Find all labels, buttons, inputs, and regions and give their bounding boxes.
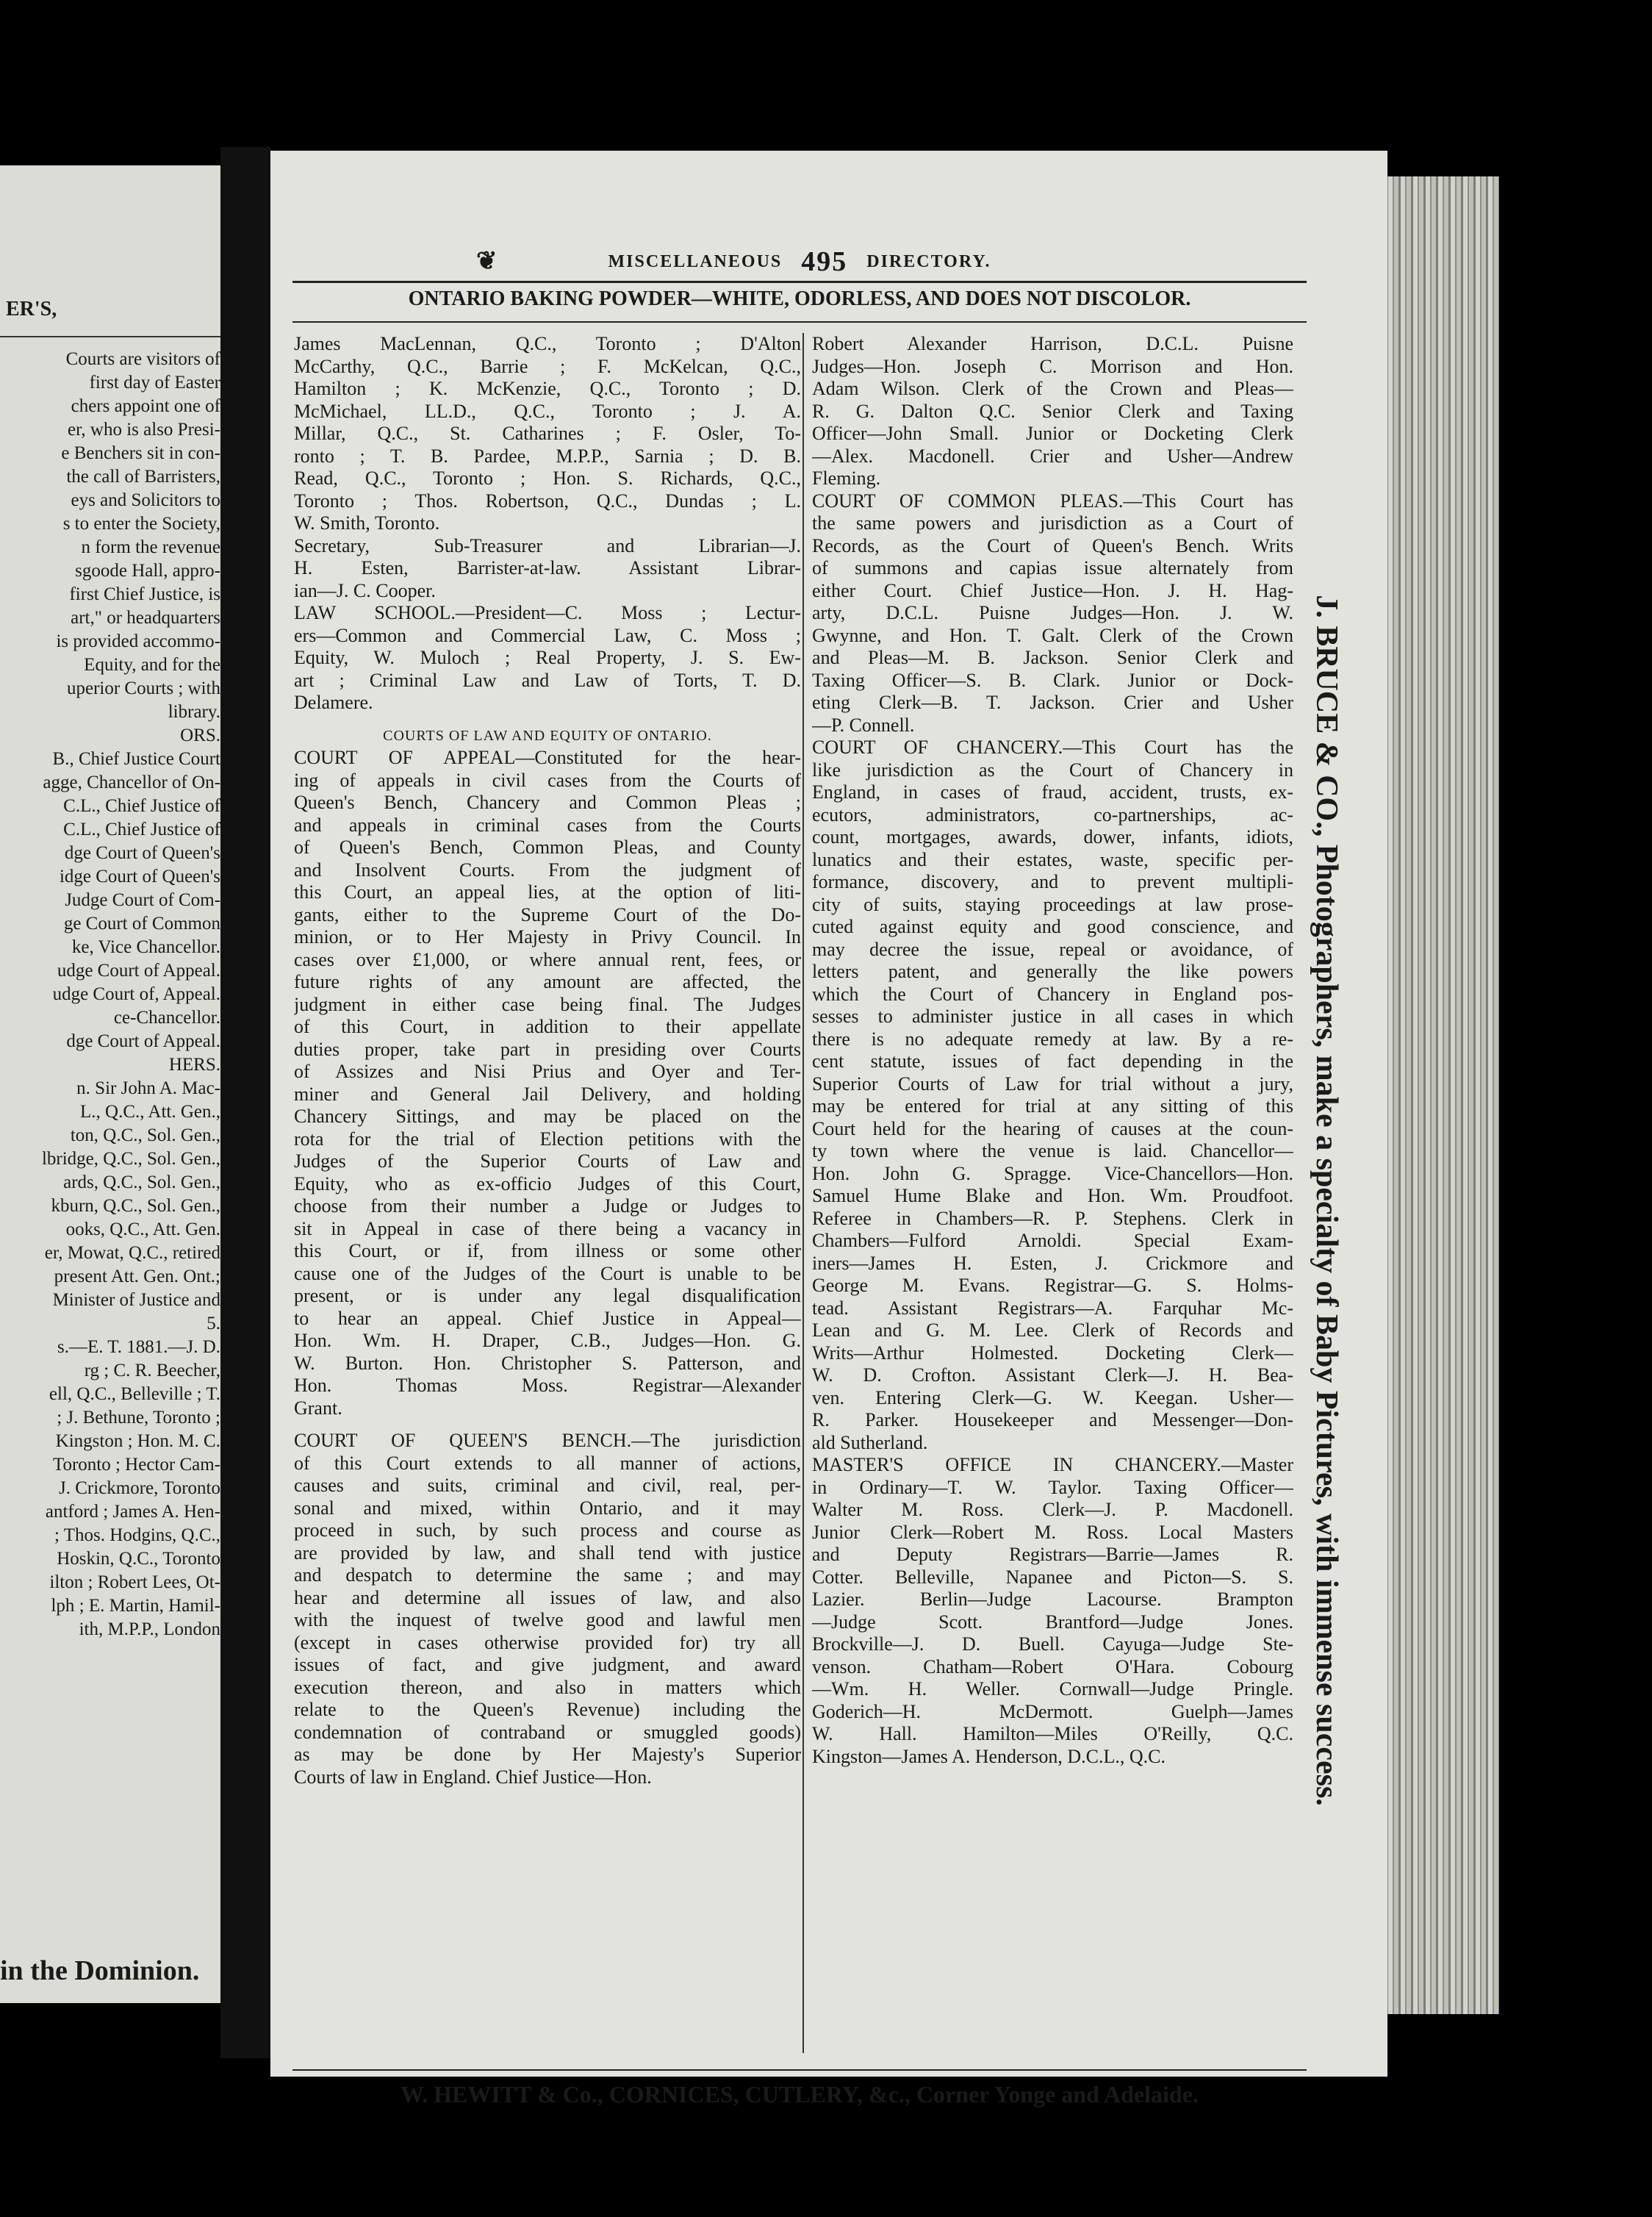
left-column-line: issues of fact, and give judgment, and award	[294, 1654, 801, 1675]
left-page-line: chers appoint one of	[71, 396, 220, 416]
left-column-line: ers—Common and Commercial Law, C. Moss ;	[294, 624, 801, 646]
right-column-line: —P. Connell.	[812, 714, 915, 736]
left-column-line: future rights of any amount are affected, the	[294, 971, 801, 992]
left-column-line: present, or is under any legal disqualification	[294, 1285, 801, 1306]
right-column-line: venson. Chatham—Robert O'Hara. Cobourg	[812, 1655, 1293, 1677]
left-column-line: COURT OF APPEAL—Constituted for the hear-	[294, 747, 801, 768]
paragraph-gap	[294, 1419, 801, 1430]
left-page-line: B., Chief Justice Court	[52, 749, 220, 769]
left-page-line: ell, Q.C., Belleville ; T.	[49, 1384, 220, 1404]
right-column-line: letters patent, and generally the like powers	[812, 961, 1293, 982]
right-column-line: ty town where the venue is laid. Chancellor—	[812, 1140, 1293, 1161]
left-column-line: Read, Q.C., Toronto ; Hon. S. Richards, Q.C.,	[294, 468, 801, 489]
left-column-line: McCarthy, Q.C., Barrie ; F. McKelcan, Q.C.,	[294, 355, 801, 377]
right-column-line: Adam Wilson. Clerk of the Crown and Pleas—	[812, 378, 1293, 399]
left-column-line: of Queen's Bench, Common Pleas, and County	[294, 837, 801, 858]
left-column-line: COURT OF QUEEN'S BENCH.—The jurisdiction	[294, 1430, 801, 1451]
left-column-line: Chancery Sittings, and may be placed on the	[294, 1106, 801, 1127]
left-page-line: eys and Solicitors to	[71, 490, 220, 510]
left-column-line: condemnation of contraband or smuggled goods)	[294, 1721, 801, 1743]
left-column-line: ing of appeals in civil cases from the Courts of	[294, 769, 801, 791]
right-column-line: —Wm. H. Weller. Cornwall—Judge Pringle.	[812, 1678, 1293, 1700]
left-page-line: dge Court of Appeal.	[66, 1031, 220, 1051]
left-page-rule	[0, 336, 220, 337]
right-column-line: Writs—Arthur Holmested. Docketing Clerk—	[812, 1342, 1293, 1364]
right-column-line: Lean and G. M. Lee. Clerk of Records and	[812, 1319, 1293, 1341]
right-column-line: Cotter. Belleville, Napanee and Picton—S. S.	[812, 1566, 1293, 1588]
left-column-line: duties proper, take part in presiding over Courts	[294, 1038, 801, 1060]
right-column-line: COURT OF COMMON PLEAS.—This Court has	[812, 490, 1293, 512]
top-advertisement: ONTARIO BAKING POWDER—WHITE, ODORLESS, AND DOES NOT DISCOLOR.	[408, 287, 1191, 310]
left-page-line: Toronto ; Hector Cam-	[52, 1455, 220, 1475]
right-column-line: W. D. Crofton. Assistant Clerk—J. H. Bea-	[812, 1364, 1293, 1386]
right-column-line: R. Parker. Housekeeper and Messenger—Don-	[812, 1409, 1293, 1430]
right-column-line: the same powers and jurisdiction as a Court of	[812, 512, 1293, 534]
right-column-line: Walter M. Ross. Clerk—J. P. Macdonell.	[812, 1499, 1293, 1520]
left-column-line: this Court, or if, from illness or some other	[294, 1240, 801, 1261]
left-column-line: with the inquest of twelve good and lawful men	[294, 1609, 801, 1630]
left-column-line: sit in Appeal in case of there being a vacancy in	[294, 1217, 801, 1239]
left-column-line: this Court, an appeal lies, at the option of liti-	[294, 881, 801, 903]
left-page-line: ke, Vice Chancellor.	[71, 937, 220, 957]
right-column-line: Gwynne, and Hon. T. Galt. Clerk of the Crown	[812, 624, 1293, 646]
left-column-line: and appeals in criminal cases from the Courts	[294, 814, 801, 836]
right-column-line: R. G. Dalton Q.C. Senior Clerk and Taxing	[812, 400, 1293, 422]
paragraph-gap	[294, 714, 801, 725]
right-column	[812, 333, 1293, 1768]
left-column-line: (except in cases otherwise provided for) try all	[294, 1631, 801, 1653]
right-column-line: —Alex. Macdonell. Crier and Usher—Andrew	[812, 445, 1293, 467]
page-number: 495	[801, 246, 848, 277]
right-column-line: Superior Courts of Law for trial without a jury,	[812, 1072, 1293, 1095]
right-column-line: and Pleas—M. B. Jackson. Senior Clerk and	[812, 647, 1293, 668]
left-page-line: library.	[168, 702, 220, 722]
left-column-line: James MacLennan, Q.C., Toronto ; D'Alton	[294, 333, 801, 354]
right-column-line: city of suits, staying proceedings at law prose-	[812, 893, 1293, 915]
left-column-line: sonal and mixed, within Ontario, and it may	[294, 1497, 801, 1519]
left-page-line: Judge Court of Com-	[65, 890, 220, 910]
left-column-line: LAW SCHOOL.—President—C. Moss ; Lectur-	[294, 602, 801, 623]
right-column-line: Kingston—James A. Henderson, D.C.L., Q.C.	[812, 1745, 1166, 1767]
right-column-line: eting Clerk—B. T. Jackson. Crier and Usher	[812, 692, 1293, 713]
right-column-line: Records, as the Court of Queen's Bench. Writs	[812, 534, 1293, 556]
left-column-line: and despatch to determine the same ; and may	[294, 1564, 801, 1586]
column-divider	[802, 333, 804, 2053]
left-column-line: and Insolvent Courts. From the judgment of	[294, 859, 801, 881]
left-page-line: ards, Q.C., Sol. Gen.,	[63, 1172, 220, 1192]
right-column-line: arty, D.C.L. Puisne Judges—Hon. J. W.	[812, 602, 1293, 623]
right-column-line: —Judge Scott. Brantford—Judge Jones.	[812, 1611, 1293, 1633]
left-page-line: n. Sir John A. Mac-	[76, 1078, 220, 1098]
left-page-line: ith, M.P.P., London	[79, 1619, 220, 1639]
left-column-line: as may be done by Her Majesty's Superior	[294, 1744, 801, 1765]
right-column-line: Officer—John Small. Junior or Docketing Clerk	[812, 423, 1293, 444]
left-column-line: execution thereon, and also in matters which	[294, 1676, 801, 1698]
right-column-line: Brockville—J. D. Buell. Cayuga—Judge Ste-	[812, 1633, 1293, 1655]
left-page-line: ton, Q.C., Sol. Gen.,	[70, 1125, 220, 1145]
left-page-line: lph ; E. Martin, Hamil-	[51, 1596, 220, 1616]
left-page-line: art," or headquarters	[71, 608, 220, 628]
right-column-line: Chambers—Fulford Arnoldi. Special Exam-	[812, 1230, 1293, 1251]
left-page-line: udge Court of, Appeal.	[52, 984, 220, 1004]
right-column-line: Junior Clerk—Robert M. Ross. Local Masters	[812, 1521, 1293, 1543]
right-column-line: which the Court of Chancery in England pos-	[812, 983, 1293, 1005]
left-column-line: causes and suits, criminal and civil, real, per-	[294, 1475, 801, 1496]
right-column-line: may decree the issue, repeal or avoidance, of	[812, 938, 1293, 960]
header-rule	[292, 281, 1307, 283]
left-column-line: of this Court extends to all manner of actions,	[294, 1452, 801, 1474]
left-column-line: miner and General Jail Delivery, and holding	[294, 1083, 801, 1105]
left-column-line: Hon. Wm. H. Draper, C.B., Judges—Hon. G.	[294, 1330, 801, 1351]
left-page-line: rg ; C. R. Beecher,	[84, 1361, 220, 1380]
left-page-line: agge, Chancellor of On-	[43, 773, 220, 792]
left-page-line: C.L., Chief Justice of	[63, 796, 220, 816]
left-column-line: Hamilton ; K. McKenzie, Q.C., Toronto ; D.	[294, 378, 801, 399]
left-page-line: is provided accommo-	[56, 631, 220, 651]
right-column-line: lunatics and their estates, waste, specific per-	[812, 848, 1293, 870]
right-column-line: there is no adequate remedy at law. By a re-	[812, 1028, 1293, 1050]
running-header	[292, 245, 1307, 279]
left-page-line: L., Q.C., Att. Gen.,	[80, 1102, 220, 1122]
right-column-line: COURT OF CHANCERY.—This Court has the	[812, 737, 1293, 758]
left-page-line: HERS.	[168, 1055, 220, 1075]
left-page-line: 5.	[206, 1314, 220, 1333]
left-column-line: relate to the Queen's Revenue) including the	[294, 1699, 801, 1720]
left-page-line: udge Court of Appeal.	[57, 961, 220, 981]
left-column-line: judgment in either case being final. The Judges	[294, 993, 801, 1015]
right-column-line: tead. Assistant Registrars—A. Farquhar Mc-	[812, 1297, 1293, 1319]
right-column-line: Referee in Chambers—R. P. Stephens. Clerk in	[812, 1207, 1293, 1229]
adjacent-left-page	[0, 165, 220, 2003]
left-column-line: gants, either to the Supreme Court of the Do-	[294, 903, 801, 925]
left-column-line: Grant.	[294, 1397, 342, 1419]
left-page-line: sgoode Hall, appro-	[75, 561, 220, 581]
right-column-line: count, mortgages, awards, dower, infants, idiots,	[812, 826, 1293, 848]
left-column-line: Delamere.	[294, 692, 373, 713]
left-column-line: are provided by law, and shall tend with justice	[294, 1541, 801, 1564]
left-page-line: Minister of Justice and	[52, 1290, 220, 1310]
right-column-line: ald Sutherland.	[812, 1431, 928, 1453]
left-page-line: n form the revenue	[81, 537, 220, 557]
book-gutter	[220, 147, 270, 2058]
right-column-line: Robert Alexander Harrison, D.C.L. Puisne	[812, 333, 1293, 354]
left-column-line: of Assizes and Nisi Prius and Oyer and Ter-	[294, 1061, 801, 1082]
side-advertisement-text: J. BRUCE & CO., Photographers, make a specialty of Baby Pictures, with immense success.	[1310, 595, 1343, 1806]
left-page-line: Equity, and for the	[84, 655, 220, 675]
left-page-line: ooks, Q.C., Att. Gen.	[65, 1219, 220, 1239]
left-column-line: Equity, who as ex-officio Judges of this Court,	[294, 1172, 801, 1195]
page-edges	[1382, 176, 1499, 2014]
left-page-header: ER'S,	[6, 298, 57, 320]
right-column-line: formance, discovery, and to prevent multipli-	[812, 871, 1293, 892]
ornament-icon: ❦	[476, 248, 499, 275]
left-column-line: proceed in such, by such process and course as	[294, 1519, 801, 1541]
left-page-line: e Benchers sit in con-	[61, 443, 220, 463]
left-page-line: present Att. Gen. Ont.;	[54, 1267, 220, 1286]
left-page-line: s.—E. T. 1881.—J. D.	[57, 1337, 220, 1357]
right-column-line: Goderich—H. McDermott. Guelph—James	[812, 1700, 1293, 1722]
left-column-line: cases over £1,000, or where annual rent, fees, or	[294, 948, 801, 970]
left-column-line: W. Smith, Toronto.	[294, 512, 440, 534]
right-column-line: Court held for the hearing of causes at the coun-	[812, 1117, 1293, 1139]
left-page-line: uperior Courts ; with	[66, 678, 220, 698]
side-advertisement	[1305, 333, 1348, 2068]
left-page-line: the call of Barristers,	[66, 467, 220, 487]
right-column-line: Lazier. Berlin—Judge Lacourse. Brampton	[812, 1589, 1293, 1610]
header-right: DIRECTORY.	[866, 251, 991, 271]
bottom-ad-rule	[292, 2069, 1307, 2071]
left-column-line: COURTS OF LAW AND EQUITY OF ONTARIO.	[383, 727, 712, 744]
left-page-line: kburn, Q.C., Sol. Gen.,	[51, 1196, 220, 1216]
right-column-line: sesses to administer justice in all cases in which	[812, 1006, 1293, 1027]
right-column-line: Hon. John G. Spragge. Vice-Chancellors—Hon.	[812, 1162, 1293, 1184]
left-page-footer-ad: in the Dominion.	[0, 1955, 200, 1986]
left-page-line: ilton ; Robert Lees, Ot-	[49, 1572, 220, 1592]
left-page-line: C.L., Chief Justice of	[63, 820, 220, 839]
right-column-line: cent statute, issues of fact depending in the	[812, 1050, 1293, 1072]
left-page-line: first day of Easter	[89, 373, 220, 393]
left-page-line: Hoskin, Q.C., Toronto	[57, 1549, 220, 1569]
left-column-line: McMichael, LL.D., Q.C., Toronto ; J. A.	[294, 400, 801, 422]
left-page-line: Kingston ; Hon. M. C.	[55, 1431, 220, 1451]
left-column-line: cause one of the Judges of the Court is unable to be	[294, 1262, 801, 1284]
right-column-line: either Court. Chief Justice—Hon. J. H. Hag-	[812, 579, 1293, 601]
left-page-line: ge Court of Common	[63, 914, 220, 934]
left-page-line: er, Mowat, Q.C., retired	[44, 1243, 220, 1263]
right-column-line: in Ordinary—T. W. Taylor. Taxing Officer—	[812, 1476, 1293, 1498]
right-column-line: Fleming.	[812, 468, 881, 489]
left-page-line: lbridge, Q.C., Sol. Gen.,	[41, 1149, 220, 1169]
right-column-line: like jurisdiction as the Court of Chancery in	[812, 759, 1293, 781]
left-column-line: to hear an appeal. Chief Justice in Appeal—	[294, 1307, 801, 1329]
left-column-line: art ; Criminal Law and Law of Torts, T. D.	[294, 669, 801, 691]
right-column-line: Judges—Hon. Joseph C. Morrison and Hon.	[812, 355, 1293, 377]
right-column-line: W. Hall. Hamilton—Miles O'Reilly, Q.C.	[812, 1723, 1293, 1744]
bottom-advertisement: W. HEWITT & Co., CORNICES, CUTLERY, &c., Corner Yonge and Adelaide.	[401, 2081, 1199, 2107]
left-column-line: ian—J. C. Cooper.	[294, 579, 436, 601]
left-page-line: ce-Chancellor.	[113, 1008, 220, 1028]
right-column-line: Taxing Officer—S. B. Clark. Junior or Dock-	[812, 669, 1293, 691]
left-page-line: Courts are visitors of	[65, 349, 220, 369]
left-page-line: ORS.	[180, 726, 220, 745]
right-column-line: and Deputy Registrars—Barrie—James R.	[812, 1544, 1293, 1565]
left-column-line: minion, or to Her Majesty in Privy Council. In	[294, 926, 801, 948]
top-ad-rule	[292, 321, 1307, 323]
left-column	[294, 333, 801, 1788]
right-column-line: ven. Entering Clerk—G. W. Keegan. Usher—	[812, 1386, 1293, 1408]
directory-page	[270, 151, 1387, 2107]
left-page-line: dge Court of Queen's	[64, 843, 220, 863]
left-page-line: idge Court of Queen's	[59, 867, 220, 887]
left-page-line: ; J. Bethune, Toronto ;	[57, 1408, 220, 1428]
left-column-line: ronto ; T. B. Pardee, M.P.P., Sarnia ; D. B.	[294, 445, 801, 467]
left-column-line: Hon. Thomas Moss. Registrar—Alexander	[294, 1375, 801, 1396]
left-page-line: antford ; James A. Hen-	[45, 1502, 220, 1522]
left-column-line: Judges of the Superior Courts of Law and	[294, 1150, 801, 1172]
header-left: MISCELLANEOUS	[608, 251, 783, 271]
right-column-line: Samuel Hume Blake and Hon. Wm. Proudfoot.	[812, 1185, 1293, 1206]
right-column-line: ecutors, administrators, co-partnerships, ac-	[812, 803, 1293, 825]
left-column-line: H. Esten, Barrister-at-law. Assistant Librar-	[294, 557, 801, 579]
left-page-line: J. Crickmore, Toronto	[59, 1478, 220, 1498]
right-column-line: England, in cases of fraud, accident, trusts, ex-	[812, 781, 1293, 803]
left-page-line: ; Thos. Hodgins, Q.C.,	[54, 1525, 220, 1545]
right-column-line: iners—James H. Esten, J. Crickmore and	[812, 1252, 1293, 1274]
right-column-line: MASTER'S OFFICE IN CHANCERY.—Master	[812, 1454, 1293, 1475]
left-column-line: Queen's Bench, Chancery and Common Pleas ;	[294, 792, 801, 813]
left-column-line: Courts of law in England. Chief Justice—Hon.	[294, 1766, 652, 1788]
right-column-line: George M. Evans. Registrar—G. S. Holms-	[812, 1275, 1293, 1296]
left-column-line: Secretary, Sub-Treasurer and Librarian—J.	[294, 534, 801, 556]
right-column-line: may be entered for trial at any sitting of this	[812, 1095, 1293, 1117]
left-column-line: Toronto ; Thos. Robertson, Q.C., Dundas ; L.	[294, 490, 801, 512]
left-column-line: rota for the trial of Election petitions with the	[294, 1128, 801, 1150]
right-column-line: cuted against equity and good conscience, and	[812, 916, 1293, 937]
left-column-line: of this Court, in addition to their appellate	[294, 1016, 801, 1037]
left-column-line: Equity, W. Muloch ; Real Property, J. S. Ew-	[294, 647, 801, 668]
left-page-line: er, who is also Presi-	[68, 420, 220, 440]
right-column-line: of summons and capias issue alternately from	[812, 557, 1293, 579]
left-column-line: choose from their number a Judge or Judges to	[294, 1195, 801, 1217]
left-column-line: Millar, Q.C., St. Catharines ; F. Osler, To-	[294, 423, 801, 444]
left-column-line: W. Burton. Hon. Christopher S. Patterson, and	[294, 1352, 801, 1374]
left-page-line: s to enter the Society,	[62, 514, 220, 534]
left-page-line: first Chief Justice, is	[69, 584, 220, 604]
left-column-line: hear and determine all issues of law, and also	[294, 1586, 801, 1608]
left-page-text	[0, 348, 220, 1641]
